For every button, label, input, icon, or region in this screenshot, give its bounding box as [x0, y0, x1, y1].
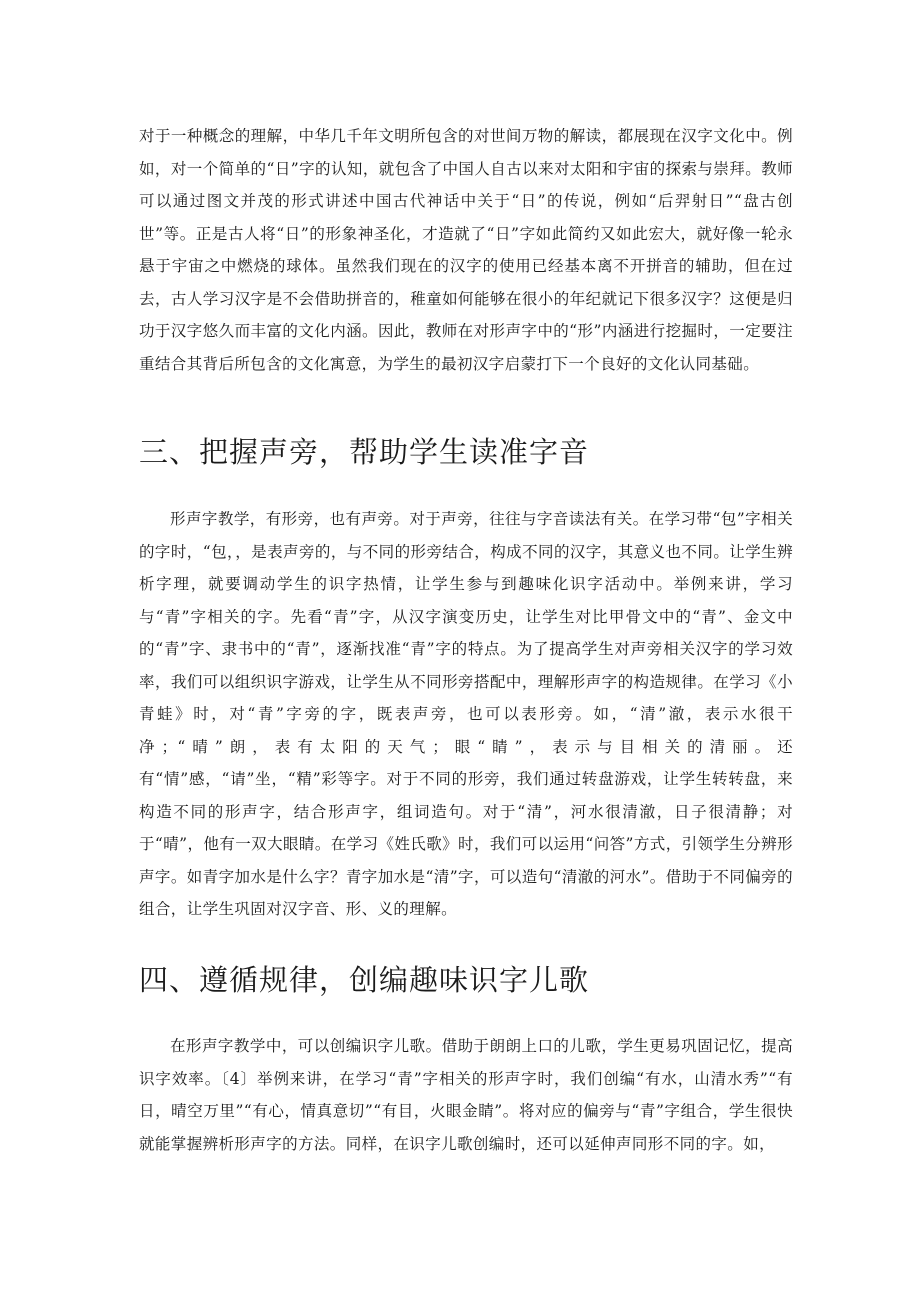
- paragraph-culture: 对于一种概念的理解，中华几千年文明所包含的对世间万物的解读，都展现在汉字文化中。例如，对一个简单的“日”字的认知，就包含了中国人自古以来对太阳和宇宙的探索与崇拜。教师可以通过图文并茂的形式讲述中国古代神话中关于“日”的传说，例如“后羿射日”“盘古创世”等。正是古人将“日”的形象神圣化，才造就了“日”字如此简约又如此宏大，就好像一轮永悬于宇宙之中燃烧的球体。虽然我们现在的汉字的使用已经基本离不开拼音的辅助，但在过去，古人学习汉字是不会借助拼音的，稚童如何能够在很小的年纪就记下很多汉字？这便是归功于汉字悠久而丰富的文化内涵。因此，教师在对形声字中的“形”内涵进行挖掘时，一定要注重结合其背后所包含的文化寓意，为学生的最初汉字启蒙打下一个良好的文化认同基础。: [139, 127, 793, 373]
- section-heading-3: 三、把握声旁，帮助学生读准字音: [139, 435, 590, 469]
- paragraph-phonetic-component: 形声字教学，有形旁，也有声旁。对于声旁，往往与字音读法有关。在学习带“包”字相关的字时，“包，，是表声旁的，与不同的形旁结合，构成不同的汉字，其意义也不同。让学生辨析字理，就要调动学生的识字热情，让学生参与到趣味化识字活动中。举例来讲，学习与“青”字相关的字。先看“青”字，从汉字演变历史，让学生对比甲骨文中的“青”、金文中的“青”字、隶书中的“青”，逐渐找准“青”字的特点。为了提高学生对声旁相关汉字的学习效率，我们可以组织识字游戏，让学生从不同形旁搭配中，理解形声字的构造规律。在学习《小青蛙》时，对“青”字旁的字，既表声旁，也可以表形旁。如，“清”澈，表示水很干净；“晴”朗，表有太阳的天气；眼“睛”，表示与目相关的清丽。还有“情”感，“请”坐，“精”彩等字。对于不同的形旁，我们通过转盘游戏，让学生转转盘，来构造不同的形声字，结合形声字，组词造句。对于“清”，河水很清澈，日子很清静；对于“晴”，他有一双大眼睛。在学习《姓氏歌》时，我们可以运用“问答”方式，引领学生分辨形声字。如青字加水是什么字？青字加水是“清”字，可以造句“清澈的河水”。借助于不同偏旁的组合，让学生巩固对汉字音、形、义的理解。: [139, 510, 793, 918]
- paragraph-rhymes: 在形声字教学中，可以创编识字儿歌。借助于朗朗上口的儿歌，学生更易巩固记忆，提高识字效率。〔4〕举例来讲，在学习“青”字相关的形声字时，我们创编“有水，山清水秀”“有日，晴空万里”“有心，情真意切”“有目，火眼金睛”。将对应的偏旁与“青”字组合，学生很快就能掌握辨析形声字的方法。同样，在识字儿歌创编时，还可以延伸声同形不同的字。如，: [139, 1037, 793, 1153]
- section-heading-4: 四、遵循规律，创编趣味识字儿歌: [139, 963, 590, 997]
